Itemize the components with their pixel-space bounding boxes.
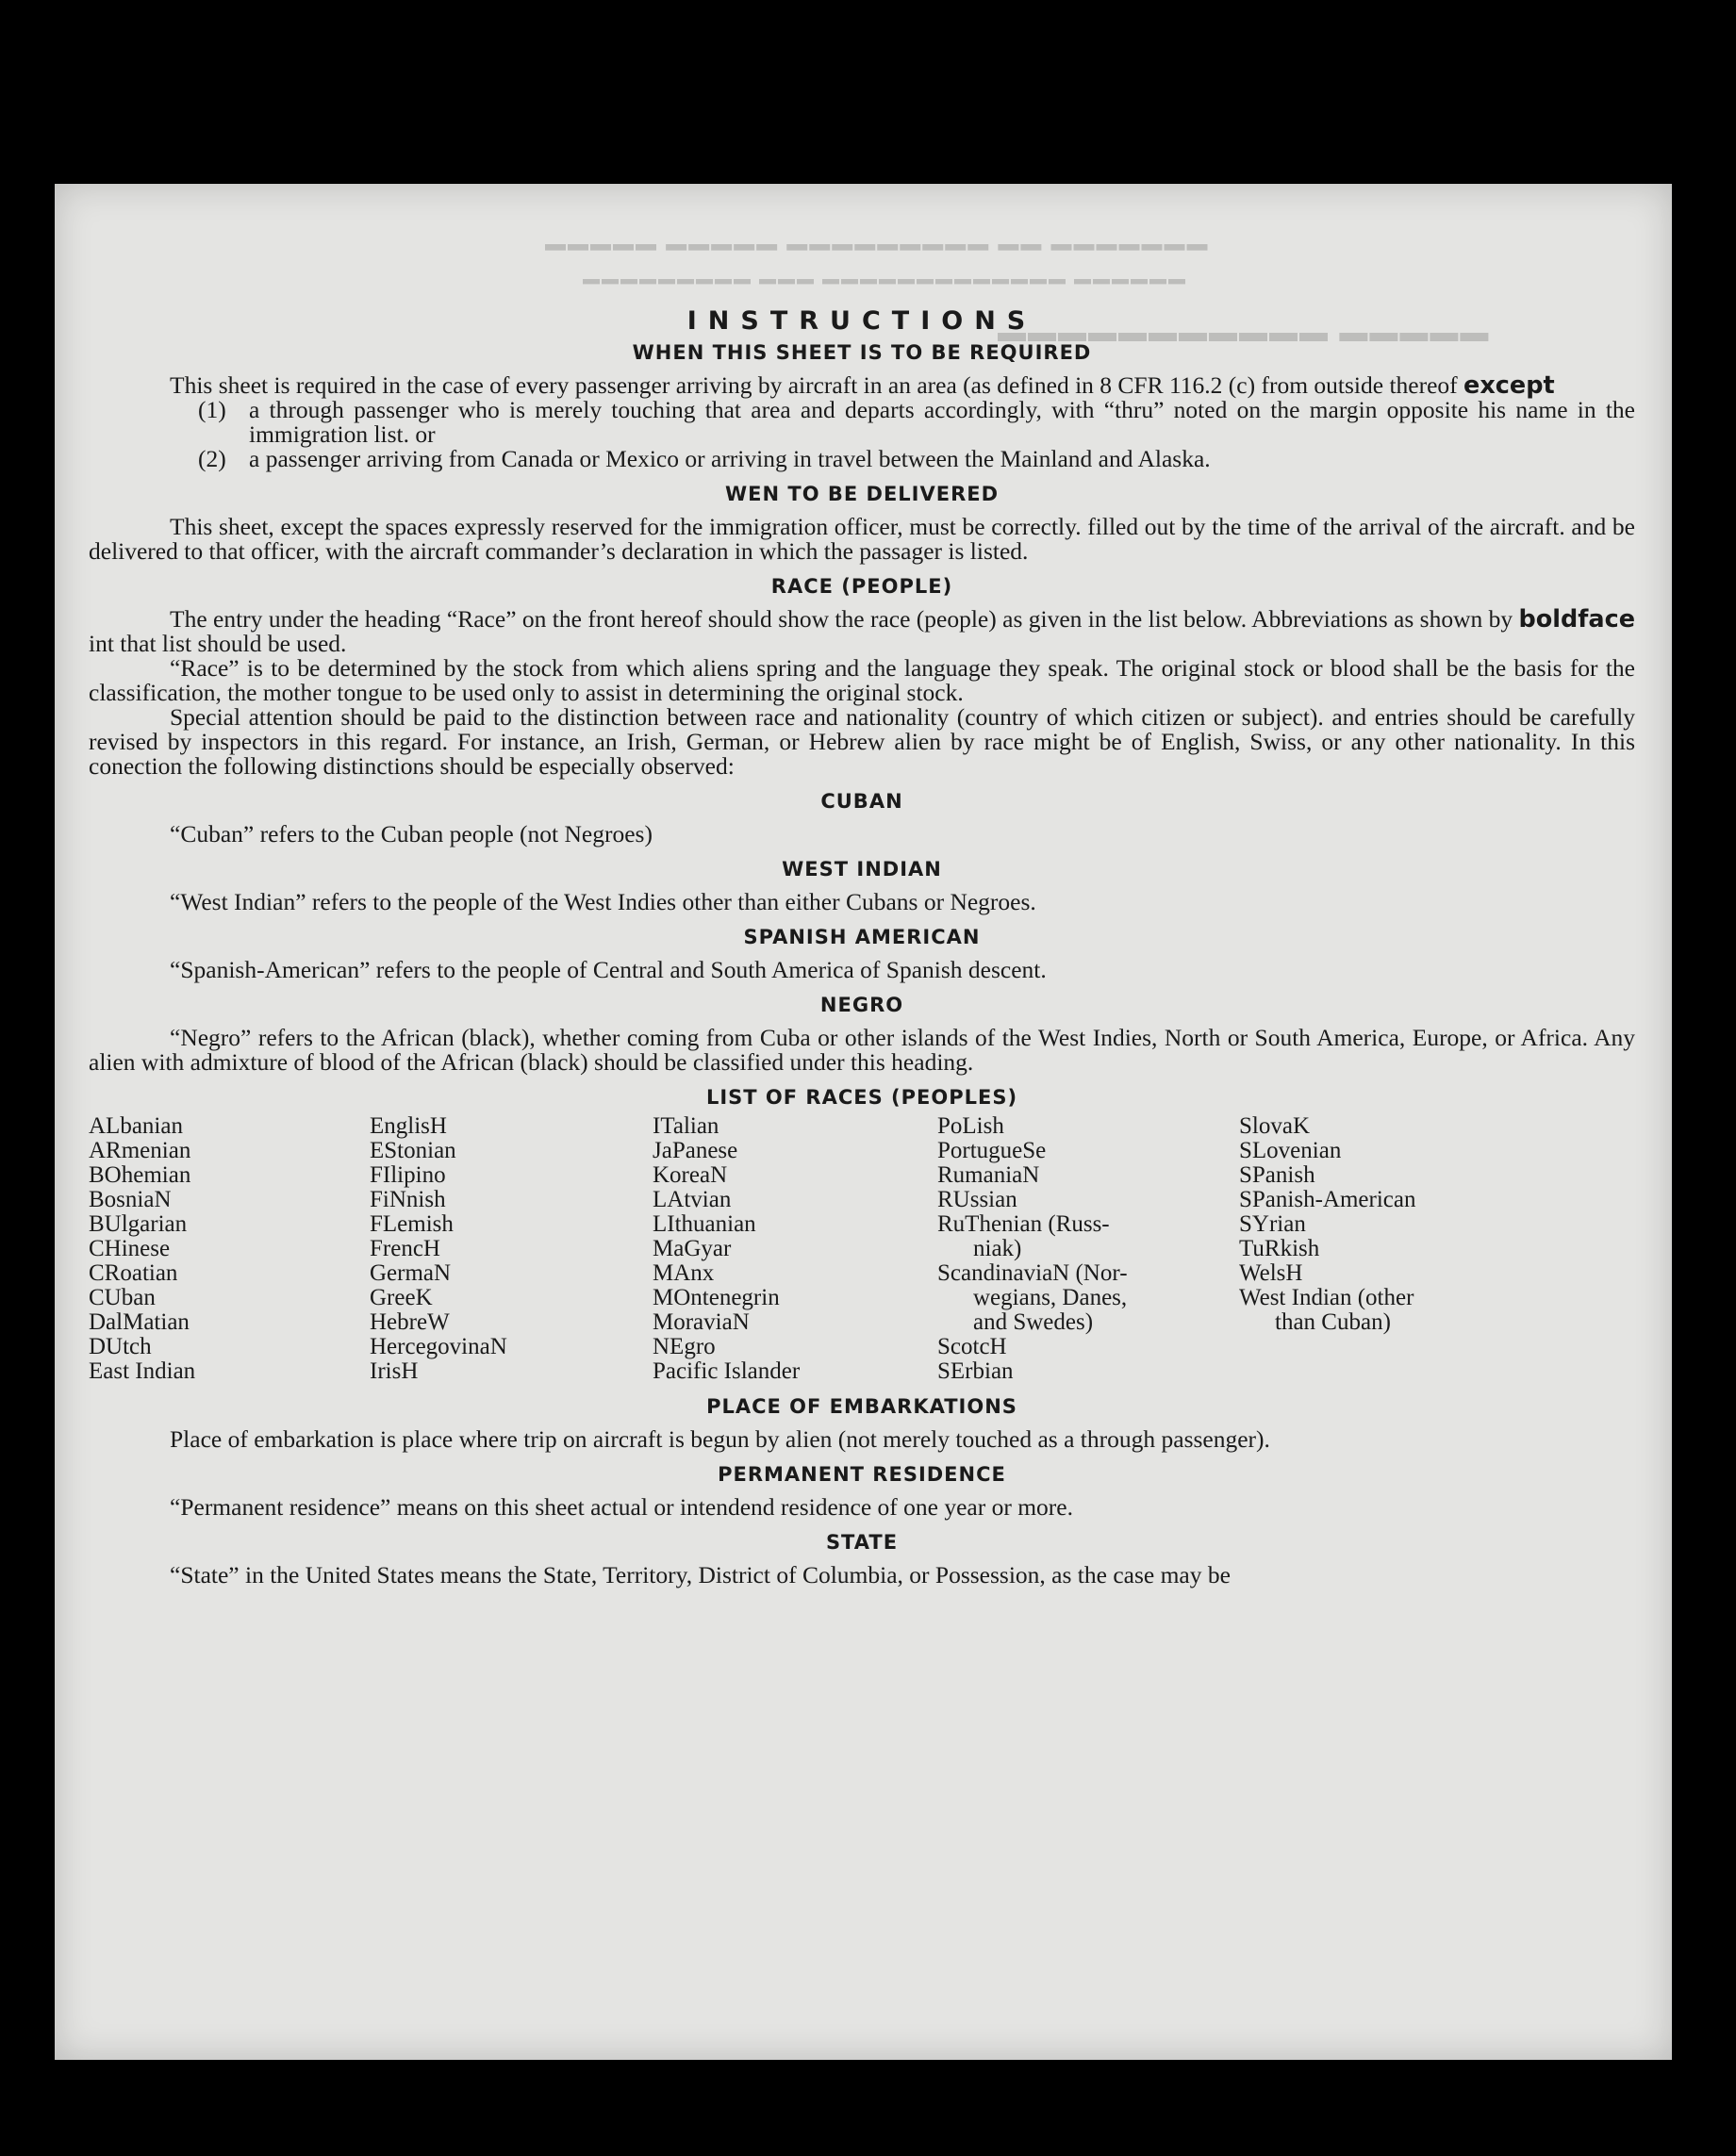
race-paragraph-1: The entry under the heading “Race” on the front hereof should show the race (people) as given in the list below. Abbreviations as shown by boldface int that list should be used.	[89, 605, 1635, 657]
embarkation-text: Place of embarkation is place where trip on aircraft is begun by alien (not merely touched as a through passenger).	[170, 1425, 1270, 1453]
permanent-residence-text: “Permanent residence” means on this sheet actual or intendend residence of one year or more.	[170, 1493, 1073, 1521]
list-item: East Indian	[89, 1358, 196, 1384]
spanish-american-text: “Spanish-American” refers to the people of Central and South America of Spanish descent.	[170, 956, 1047, 983]
list-item: RumaniaN	[937, 1162, 1040, 1188]
race-paragraph-3: Special attention should be paid to the distinction between race and nationality (country of which citizen or subject). and entries should be carefully revised by inspectors in this regard. For instance, an Irish, German, or Hebrew alien by race might be of English, Swiss, or any other nationality. In this conection the following distinctions should be especially observed:	[89, 703, 1635, 780]
west-indian-text: “West Indian” refers to the people of the West Indies other than either Cubans or Negroes.	[170, 888, 1036, 915]
section-heading-race: RACE (PEOPLE)	[770, 575, 953, 598]
list-item: FIlipino	[370, 1162, 446, 1188]
list-item: ITalian	[653, 1113, 719, 1139]
section-heading-list-of-races: LIST OF RACES (PEOPLES)	[705, 1086, 1018, 1109]
list-item: SYrian	[1239, 1211, 1306, 1237]
section-heading-delivered: WEN TO BE DELIVERED	[724, 483, 1000, 505]
list-item: KoreaN	[653, 1162, 728, 1188]
list-item: JaPanese	[653, 1138, 738, 1163]
list-item: SlovaK	[1239, 1113, 1310, 1139]
list-item: MoraviaN	[653, 1309, 750, 1335]
list-item: FLemish	[370, 1211, 454, 1237]
section-heading-west-indian: WEST INDIAN	[782, 858, 942, 881]
list-item: BOhemian	[89, 1162, 191, 1188]
list-item: SErbian	[937, 1358, 1014, 1384]
list-item: CRoatian	[89, 1260, 178, 1286]
list-item: BosniaN	[89, 1187, 172, 1212]
list-item: ScotcH	[937, 1334, 1007, 1359]
list-item: than Cuban)	[1275, 1309, 1391, 1335]
list-item: ALbanian	[89, 1113, 183, 1139]
list-item: NEgro	[653, 1334, 716, 1359]
races-column	[370, 1114, 653, 1384]
section-heading-required: WHEN THIS SHEET IS TO BE REQUIRED	[632, 341, 1092, 364]
list-item: (1) a through passenger who is merely touching that area and departs accordingly, with “thru” noted on the margin opposite his name in the immigration list. or	[198, 396, 1635, 448]
section-heading-permanent-residence: PERMANENT RESIDENCE	[718, 1463, 1006, 1486]
list-item: SPanish	[1239, 1162, 1315, 1188]
races-list	[89, 1114, 1635, 1384]
list-item: PortugueSe	[937, 1138, 1047, 1163]
races-column	[89, 1114, 370, 1384]
list-item: CHinese	[89, 1236, 171, 1261]
list-item: ARmenian	[89, 1138, 191, 1163]
list-item: HebreW	[370, 1309, 450, 1335]
list-item: GreeK	[370, 1285, 433, 1310]
list-item: EStonian	[370, 1138, 456, 1163]
instructions-content	[89, 306, 1635, 1588]
list-item: HercegovinaN	[370, 1334, 507, 1359]
bleed-through-mark: ▬▬▬▬▬▬▬▬▬▬▬ ▬▬▬▬▬	[998, 326, 1491, 357]
list-item: Pacific Islander	[653, 1358, 801, 1384]
list-item: IrisH	[370, 1358, 419, 1384]
list-item: FrencH	[370, 1236, 440, 1261]
list-item: RuThenian (Russ-	[937, 1211, 1110, 1237]
list-item: BUlgarian	[89, 1211, 188, 1237]
list-item: GermaN	[370, 1260, 452, 1286]
section-heading-cuban: CUBAN	[820, 790, 903, 813]
list-item: RUssian	[937, 1187, 1017, 1212]
list-item: LIthuanian	[653, 1211, 756, 1237]
list-item: ScandinaviaN (Nor-	[937, 1260, 1128, 1286]
race-paragraph-2: “Race” is to be determined by the stock from which aliens spring and the language they speak. The original stock or blood shall be the basis for the classification, the mother tongue to be used only to assist in determining the original stock.	[89, 654, 1635, 706]
list-item: EnglisH	[370, 1113, 447, 1139]
list-item: DUtch	[89, 1334, 152, 1359]
races-column	[653, 1114, 937, 1384]
list-item: (2) a passenger arriving from Canada or Mexico or arriving in travel between the Mainland and Alaska.	[198, 445, 1211, 472]
list-item: MaGyar	[653, 1236, 732, 1261]
list-item: DalMatian	[89, 1309, 190, 1335]
state-text: “State” in the United States means the State, Territory, District of Columbia, or Possession, as the case may be	[170, 1561, 1231, 1588]
list-item: FiNnish	[370, 1187, 446, 1212]
negro-text: “Negro” refers to the African (black), whether coming from Cuba or other islands of the West Indies, North or South America, Europe, or Africa. Any alien with admixture of blood of the African (black) should be classified under this heading.	[89, 1024, 1635, 1076]
cuban-text: “Cuban” refers to the Cuban people (not Negroes)	[170, 820, 653, 848]
list-item: TuRkish	[1239, 1236, 1320, 1261]
list-item: West Indian (other	[1239, 1285, 1414, 1310]
races-column	[937, 1114, 1239, 1384]
list-item: wegians, Danes,	[973, 1285, 1128, 1310]
section-heading-embarkation: PLACE OF EMBARKATIONS	[706, 1395, 1017, 1418]
list-item: CUban	[89, 1285, 156, 1310]
list-item: WelsH	[1239, 1260, 1303, 1286]
section-heading-spanish-american: SPANISH AMERICAN	[743, 926, 981, 948]
list-item: and Swedes)	[973, 1309, 1094, 1335]
list-item: MOntenegrin	[653, 1285, 780, 1310]
list-item: PoLish	[937, 1113, 1004, 1139]
section-heading-negro: NEGRO	[819, 994, 904, 1016]
delivered-text: This sheet, except the spaces expressly reserved for the immigration officer, must be correctly. filled out by the time of the arrival of the aircraft. and be delivered to that officer, with the aircraft commander’s declaration in which the passager is listed.	[89, 513, 1635, 565]
required-intro: This sheet is required in the case of every passenger arriving by aircraft in an area (as defined in 8 CFR 116.2 (c) from outside thereof except	[170, 371, 1555, 400]
bleed-through-mark: ▬▬▬▬▬ ▬▬▬▬▬ ▬▬▬▬▬▬▬▬▬ ▬▬ ▬▬▬▬▬▬▬	[545, 239, 1210, 263]
bleed-through-mark: ▬▬▬▬▬▬▬▬▬ ▬▬▬ ▬▬▬▬▬▬▬▬▬▬▬▬▬ ▬▬▬▬▬▬	[583, 275, 1188, 294]
list-item: SPanish-American	[1239, 1187, 1416, 1212]
list-item: niak)	[973, 1236, 1022, 1261]
list-item: MAnx	[653, 1260, 715, 1286]
list-item: LAtvian	[653, 1187, 732, 1212]
document-sheet	[55, 184, 1672, 2060]
page-title: INSTRUCTIONS	[686, 306, 1037, 336]
races-column	[1239, 1114, 1522, 1384]
list-item: SLovenian	[1239, 1138, 1342, 1163]
section-heading-state: STATE	[825, 1531, 899, 1554]
